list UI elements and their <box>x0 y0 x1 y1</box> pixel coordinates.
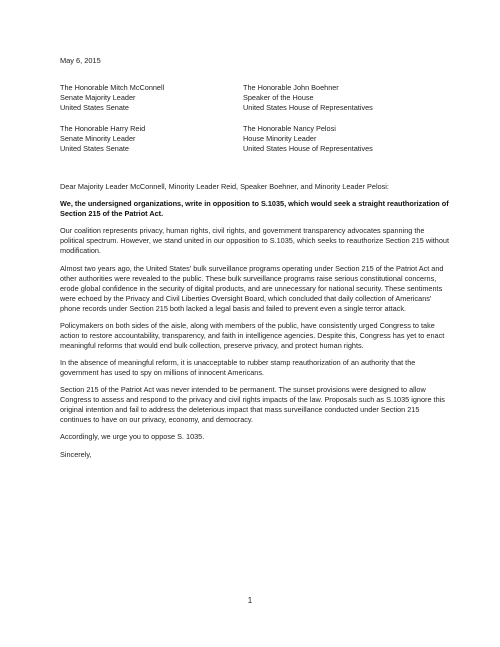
recipient-org: United States House of Representatives <box>243 144 373 153</box>
body-paragraph: Our coalition represents privacy, human rights, civil rights, and government transparency advocates spanning the political spectrum. However, we stand united in our opposition to S.1035, which seeks to reauthorize Section 215 without modification. <box>60 226 449 256</box>
opening-statement: We, the undersigned organizations, write in opposition to S.1035, which would seek a straight reauthorization of Section 215 of the Patriot Act. <box>60 199 449 219</box>
recipient-addresses <box>60 83 460 154</box>
recipient-title: Senate Minority Leader <box>60 134 136 143</box>
body-paragraph: Policymakers on both sides of the aisle, along with members of the public, have consistently urged Congress to take action to restore accountability, transparency, and faith in intelligence agencies. Despite this, Congress has yet to enact meaningful reforms that would end bulk collection, preserve privacy, and protect human rights. <box>60 320 445 350</box>
recipient-block <box>243 83 460 113</box>
recipient-block <box>60 83 243 113</box>
recipient-org: United States Senate <box>60 103 129 112</box>
salutation: Dear Majority Leader McConnell, Minority Leader Reid, Speaker Boehner, and Minority Leader Pelosi: <box>60 182 389 191</box>
page-number: 1 <box>247 596 253 605</box>
recipient-org: United States House of Representatives <box>243 103 373 112</box>
body-paragraph: In the absence of meaningful reform, it is unacceptable to rubber stamp reauthorization of an authority that the government has used to spy on millions of innocent Americans. <box>60 357 416 377</box>
recipient-org: United States Senate <box>60 144 129 153</box>
recipient-name: The Honorable John Boehner <box>243 83 339 92</box>
recipient-title: Speaker of the House <box>243 93 314 102</box>
recipient-name: The Honorable Nancy Pelosi <box>243 124 336 133</box>
recipient-block <box>60 124 243 154</box>
recipient-name: The Honorable Mitch McConnell <box>60 83 165 92</box>
recipient-title: House Minority Leader <box>243 134 317 143</box>
body-paragraph: Section 215 of the Patriot Act was never intended to be permanent. The sunset provisions were designed to allow Congress to assess and respond to the privacy and civil rights impacts of the law. Proposals such as S.1035 ignore this original intention and fail to address the deleterious impact that mass surveillance conducted under Section 215 continues to have on our privacy, economy, and democracy. <box>60 385 445 425</box>
letter-body <box>60 182 450 467</box>
body-paragraph: Accordingly, we urge you to oppose S. 1035. <box>60 432 205 442</box>
recipient-block <box>243 124 460 154</box>
recipient-name: The Honorable Harry Reid <box>60 124 146 133</box>
body-paragraph: Almost two years ago, the United States' bulk surveillance programs operating under Section 215 of the Patriot Act and other authorities were revealed to the public. These bulk surveillance programs raise serious constitutional concerns, erode global confidence in the security of digital products, and are unnecessary for national security. These sentiments were echoed by the Privacy and Civil Liberties Oversight Board, which concluded that daily collection of Americans' phone records under Section 215 both lacked a legal basis and failed to prevent even a single terror attack. <box>60 263 444 313</box>
recipient-title: Senate Majority Leader <box>60 93 136 102</box>
closing: Sincerely, <box>60 449 92 459</box>
letter-date: May 6, 2015 <box>60 56 101 65</box>
